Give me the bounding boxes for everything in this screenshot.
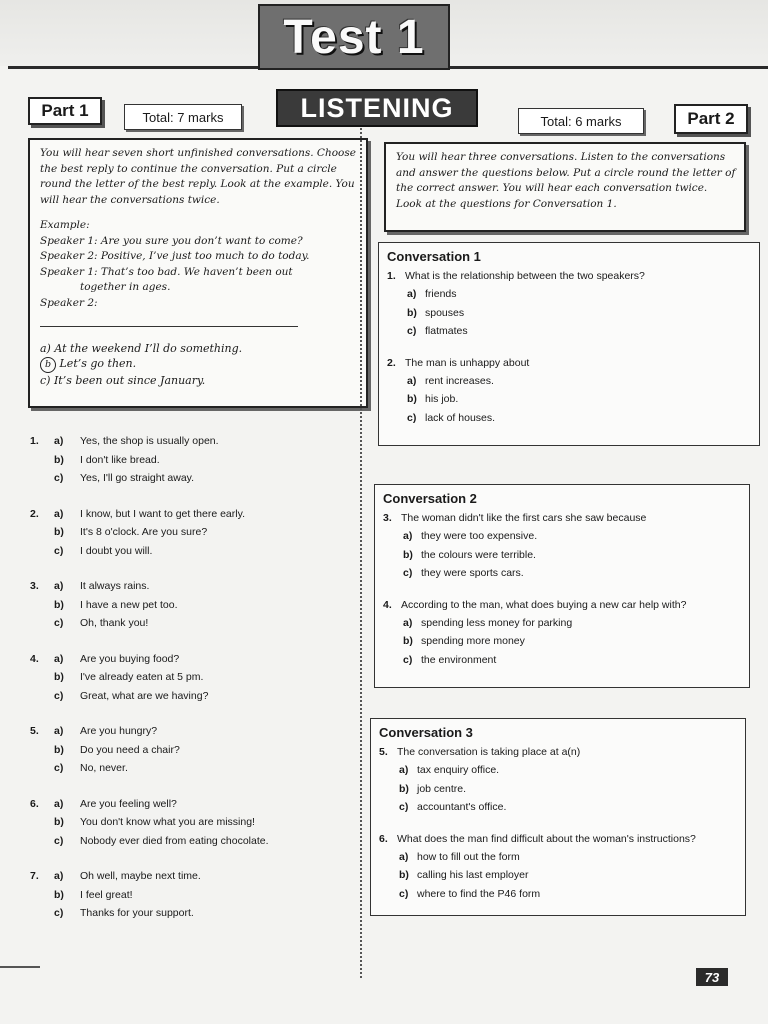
option-letter: a): [54, 870, 64, 882]
part2-instructions-box: [384, 142, 746, 232]
option-text: rent increases.: [425, 374, 494, 387]
question-number: 6.: [379, 832, 388, 845]
example-line: Speaker 2: Positive, I’ve just too much to do today.: [40, 250, 310, 262]
answer-option[interactable]: [54, 614, 148, 632]
option-letter: c): [54, 689, 64, 702]
option-letter: a): [54, 652, 64, 665]
margin-mark: [0, 966, 40, 968]
option-letter: b): [54, 743, 64, 756]
answer-option[interactable]: [54, 668, 203, 686]
option-text: I know, but I want to get there early.: [80, 507, 245, 520]
question-text: The woman didn't like the first cars she saw because: [401, 512, 647, 524]
test-title-banner: [258, 4, 450, 70]
option-text: lack of houses.: [425, 411, 496, 424]
option-text: Nobody ever died from eating chocolate.: [80, 834, 269, 847]
example-line: Speaker 1: That’s too bad. We haven’t been out: [40, 265, 293, 278]
part1-label: Part 1: [28, 97, 102, 125]
option-text: Do you need a chair?: [80, 743, 180, 756]
option-letter[interactable]: b): [403, 548, 413, 561]
column-divider: [360, 128, 362, 978]
answer-option[interactable]: [54, 813, 255, 831]
answer-option[interactable]: [54, 542, 152, 560]
answer-option[interactable]: [54, 741, 180, 759]
option-letter[interactable]: a): [399, 850, 409, 863]
option-text: I doubt you will.: [80, 544, 153, 557]
example-heading: Example:: [40, 219, 90, 231]
option-letter[interactable]: a): [399, 764, 409, 776]
option-text: I feel great!: [80, 888, 133, 901]
option-text: Yes, I'll go straight away.: [80, 472, 195, 484]
answer-option[interactable]: [54, 432, 219, 450]
answer-option[interactable]: [54, 904, 194, 922]
part1-total: Total: 7 marks: [124, 104, 242, 130]
answer-option[interactable]: [54, 469, 194, 487]
option-text: I don't like bread.: [80, 453, 160, 466]
option-text: Oh well, maybe next time.: [80, 870, 201, 882]
option-letter: a): [54, 507, 64, 520]
conversation-1-box: [378, 242, 760, 446]
test-title: Test 1: [283, 10, 425, 64]
option-text: tax enquiry office.: [417, 764, 500, 776]
example-option-letter: c): [40, 374, 51, 387]
option-text: friends: [425, 288, 457, 300]
option-letter: b): [54, 526, 64, 538]
question-item: [30, 722, 350, 782]
option-text: the colours were terrible.: [421, 548, 536, 561]
option-letter: c): [54, 472, 64, 484]
option-text: Yes, the shop is usually open.: [80, 435, 219, 447]
answer-option[interactable]: [54, 832, 269, 850]
question-number: 2.: [30, 507, 39, 520]
question-text: What does the man find difficult about the woman's instructions?: [397, 832, 696, 845]
option-text: Are you feeling well?: [80, 797, 177, 810]
question-number: 3.: [383, 512, 392, 524]
option-text: No, never.: [80, 762, 128, 774]
option-letter: c): [54, 907, 64, 919]
question-text: The conversation is taking place at a(n): [397, 746, 581, 758]
question-number: 6.: [30, 797, 39, 810]
option-letter: a): [54, 725, 64, 737]
option-text: the environment: [421, 653, 497, 666]
option-letter: a): [54, 435, 64, 447]
example-line: Speaker 2:: [40, 296, 98, 309]
answer-option[interactable]: [54, 722, 157, 740]
example-option-letter: a): [40, 341, 51, 355]
question-number: 5.: [30, 725, 39, 737]
answer-option[interactable]: [54, 650, 179, 668]
option-text: spending less money for parking: [421, 616, 573, 629]
question-item: [30, 650, 350, 710]
answer-option[interactable]: [54, 795, 177, 813]
option-letter[interactable]: c): [407, 411, 417, 424]
option-letter[interactable]: a): [403, 530, 413, 542]
option-text: his job.: [425, 393, 459, 405]
question-number: 5.: [379, 746, 388, 758]
option-letter[interactable]: a): [407, 288, 417, 300]
option-text: Are you hungry?: [80, 725, 158, 737]
option-letter: b): [54, 671, 64, 683]
option-letter[interactable]: b): [407, 306, 417, 319]
option-letter: a): [54, 797, 64, 810]
option-text: calling his last employer: [417, 869, 529, 881]
option-letter[interactable]: b): [403, 635, 413, 647]
option-letter: c): [54, 544, 64, 557]
option-letter: c): [54, 617, 64, 629]
conversation-title: Conversation 1: [387, 249, 481, 264]
conversation-3-box: [370, 718, 746, 916]
section-heading: LISTENING: [276, 89, 478, 127]
question-item: [30, 867, 350, 927]
option-letter: c): [54, 834, 64, 847]
option-text: It always rains.: [80, 580, 150, 592]
option-text: It's 8 o'clock. Are you sure?: [80, 526, 208, 538]
question-item: [30, 505, 350, 565]
option-text: they were sports cars.: [421, 567, 524, 579]
option-letter: b): [54, 888, 64, 901]
example-option-text: It’s been out since January.: [53, 374, 206, 387]
question-text: According to the man, what does buying a new car help with?: [401, 598, 687, 611]
option-letter: b): [54, 598, 64, 611]
answer-blank-line: [40, 316, 298, 327]
option-letter[interactable]: a): [403, 616, 413, 629]
option-letter[interactable]: a): [407, 374, 417, 387]
option-letter[interactable]: c): [407, 325, 417, 337]
option-letter[interactable]: c): [399, 801, 409, 813]
option-letter[interactable]: c): [403, 653, 413, 666]
option-letter[interactable]: b): [399, 869, 409, 881]
option-text: You don't know what you are missing!: [80, 816, 255, 828]
question-number: 1.: [30, 435, 39, 447]
question-item: [30, 577, 350, 637]
option-text: Are you buying food?: [80, 652, 180, 665]
example-option-text: At the weekend I’ll do something.: [54, 341, 243, 355]
option-letter: c): [54, 762, 64, 774]
option-text: they were too expensive.: [421, 530, 538, 542]
option-text: I have a new pet too.: [80, 598, 178, 611]
option-letter: b): [54, 816, 64, 828]
part1-instructions-box: [28, 138, 368, 408]
option-letter[interactable]: c): [399, 887, 409, 900]
question-item: [30, 432, 350, 492]
option-letter[interactable]: c): [403, 567, 413, 579]
question-number: 4.: [383, 598, 392, 611]
option-letter: b): [54, 453, 64, 466]
option-text: I've already eaten at 5 pm.: [80, 671, 204, 683]
question-number: 2.: [387, 356, 396, 369]
question-text: What is the relationship between the two speakers?: [405, 270, 645, 282]
conversation-title: Conversation 3: [379, 725, 473, 740]
option-text: how to fill out the form: [417, 850, 520, 863]
answer-option[interactable]: [54, 451, 160, 469]
option-text: spending more money: [421, 635, 525, 647]
question-item: [30, 795, 350, 855]
answer-option[interactable]: [54, 523, 207, 541]
option-text: accountant's office.: [417, 801, 507, 813]
answer-option[interactable]: [54, 596, 177, 614]
option-letter[interactable]: b): [399, 782, 409, 795]
part2-label: Part 2: [674, 104, 748, 134]
answer-option[interactable]: [54, 577, 149, 595]
answer-option[interactable]: [54, 759, 128, 777]
option-text: flatmates: [425, 325, 468, 337]
option-text: Great, what are we having?: [80, 689, 209, 702]
option-text: Thanks for your support.: [80, 907, 194, 919]
part2-instructions: You will hear three conversations. Listen to the conversations and answer the questions below. Put a circle round the letter of the correct answer. You will hear each conversation twice. Look at the questions for Conversation 1.: [396, 151, 736, 210]
circled-answer-letter: b: [40, 357, 56, 373]
example-option-text: Let’s go then.: [59, 357, 137, 370]
conversation-2-box: [374, 484, 750, 688]
answer-option[interactable]: [54, 867, 201, 885]
option-text: where to find the P46 form: [417, 887, 541, 900]
part2-total: Total: 6 marks: [518, 108, 644, 134]
question-number: 4.: [30, 652, 39, 665]
option-text: job centre.: [417, 782, 467, 795]
example-line: Speaker 1: Are you sure you don’t want to come?: [40, 234, 303, 247]
option-letter[interactable]: b): [407, 393, 417, 405]
answer-option[interactable]: [54, 687, 208, 705]
option-text: spouses: [425, 306, 465, 319]
answer-option[interactable]: [54, 886, 133, 904]
option-text: Oh, thank you!: [80, 617, 149, 629]
question-number: 1.: [387, 270, 396, 282]
conversation-title: Conversation 2: [383, 491, 477, 506]
option-letter: a): [54, 580, 64, 592]
part1-instructions: You will hear seven short unfinished conversations. Choose the best reply to continue the conversation. Put a circle round the letter of the best reply. Look at the example. You will hear the conversations twice.: [40, 147, 356, 206]
answer-option[interactable]: [54, 505, 245, 523]
question-text: The man is unhappy about: [405, 356, 530, 369]
example-line: together in ages.: [80, 281, 171, 293]
question-number: 7.: [30, 870, 39, 882]
page-number: 73: [696, 968, 728, 986]
question-number: 3.: [30, 580, 39, 592]
